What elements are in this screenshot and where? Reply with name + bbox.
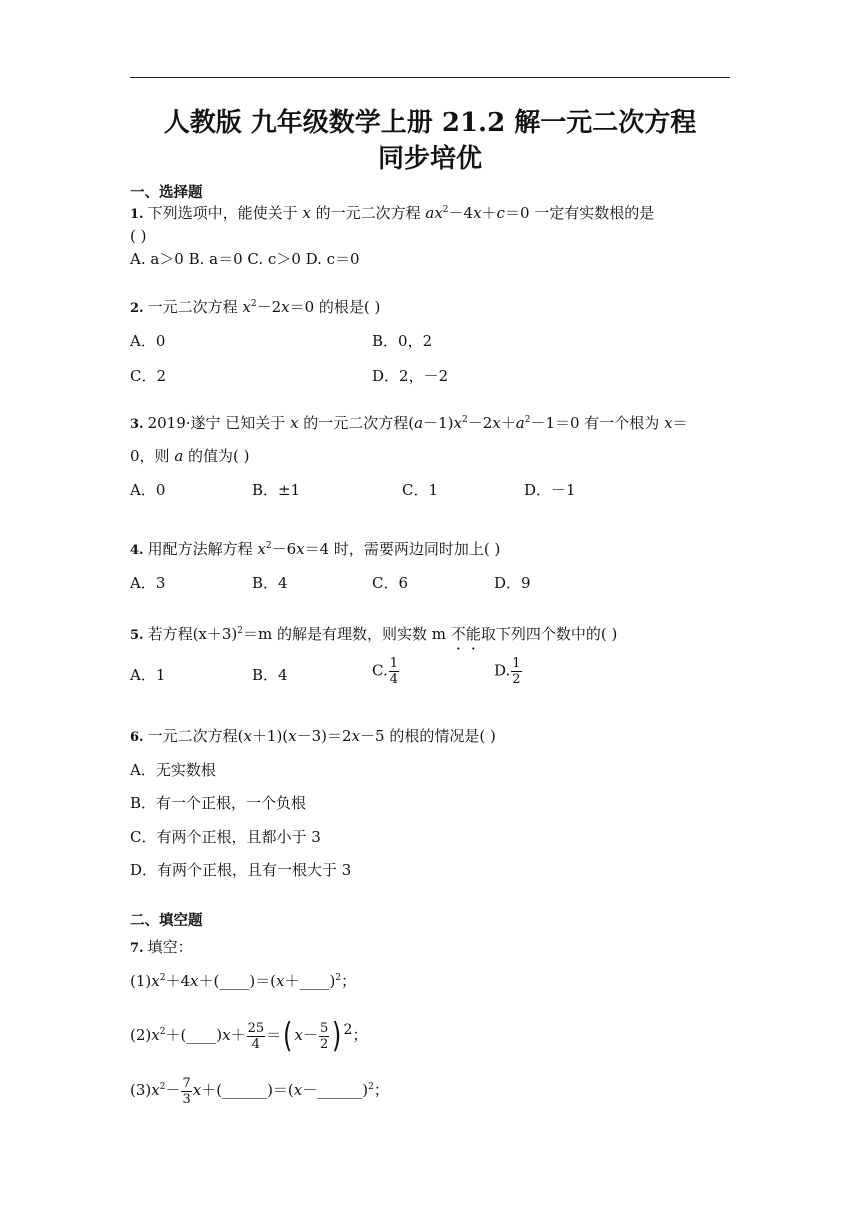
emphasis-dot-char: 不: [450, 625, 466, 643]
q4-option-a: A．3: [130, 574, 166, 592]
q3-option-d: D．－1: [524, 481, 576, 499]
title-line-2: 同步培优: [377, 144, 482, 174]
q5-stem: 5. 若方程$(x+3)^2=m$ 的解是有理数，则实数 m 不能取下列四个数中的( ): [130, 625, 618, 643]
q7-part-1: $(1)x^2+4x+(\_\_\_\_)=(x+\_\_\_\_)^2$；: [130, 972, 357, 990]
q1-stem: 1. 下列选项中，能使关于 x 的一元二次方程 $ax^2-4x+c=0$ 一定有实数根的是: [130, 204, 655, 222]
q7-stem: 7. 填空：: [130, 938, 193, 956]
q5-option-d: D. $\frac{1}{2}$: [494, 656, 521, 687]
q3-option-a: A．0: [130, 481, 166, 499]
q3-number: 3.: [130, 417, 144, 432]
fraction: $\frac{7}{3}$: [182, 1075, 191, 1107]
q3-stem-line-2: 0，则 a 的值为( ): [130, 447, 250, 465]
fraction: $\frac{5}{2}$: [319, 1020, 329, 1052]
q4-option-c: C．6: [372, 574, 409, 592]
q6-stem: 6. 一元二次方程(x＋1)(x－3)＝2x－5 的根的情况是( ): [130, 727, 496, 745]
section-fill-heading: 二、填空题: [130, 913, 203, 929]
q3-option-b: B．±1: [252, 481, 301, 499]
q2-option-a: A．0: [130, 332, 166, 350]
q6-number: 6.: [130, 730, 144, 745]
q7-number: 7.: [130, 941, 144, 956]
q6-option-a: A．无实数根: [130, 761, 216, 779]
q2-stem: 2. 一元二次方程 $x^2-2x=0$ 的根是( ): [130, 298, 381, 316]
q7-part-3: $(3)x^2-$ $\frac{7}{3}$ x＋(______)＝(x－______)$^2$；: [130, 1075, 389, 1107]
q1-options: A. a＞0 B. a＝0 C. c＞0 D. c＝0: [130, 250, 360, 268]
q2-option-b: B．0，2: [372, 332, 433, 350]
q5-number: 5.: [130, 628, 144, 643]
left-bracket: (: [283, 1016, 293, 1056]
title-line-1: 人教版 九年级数学上册 21.2 解一元二次方程: [163, 108, 697, 138]
q6-option-d: D．有两个正根，且有一根大于 3: [130, 861, 352, 879]
emphasis-dot-char: 能: [465, 625, 481, 643]
q1-number: 1.: [130, 207, 144, 222]
section-choice-heading: 一、选择题: [130, 185, 203, 201]
q3-option-c: C．1: [402, 481, 439, 499]
q2-option-d: D．2，－2: [372, 367, 449, 385]
right-bracket: ): [332, 1016, 342, 1056]
q4-option-b: B．4: [252, 574, 288, 592]
header-rule: [130, 77, 730, 78]
q6-option-b: B．有一个正根，一个负根: [130, 794, 307, 812]
q5-option-b: B．4: [252, 666, 288, 684]
fraction: $\frac{1}{4}$: [389, 656, 398, 687]
q6-option-c: C．有两个正根，且都小于 3: [130, 828, 321, 846]
fraction: $\frac{25}{4}$: [247, 1020, 265, 1052]
q7-part-2: $(2)x^2+(\_\_\_\_)x+$ $\frac{25}{4}$ ＝( x－ $\frac{5}{2}$ ) 2；: [130, 1016, 368, 1056]
q3-stem-line-1: 3. 2019·遂宁 已知关于 x 的一元二次方程$(a-1)x^2-2x+a^2-1=0$ 有一个根为 x＝: [130, 414, 688, 432]
q4-option-d: D．9: [494, 574, 531, 592]
q1-answer-paren: ( ): [130, 227, 147, 245]
q2-number: 2.: [130, 301, 144, 316]
q2-option-c: C．2: [130, 367, 167, 385]
fraction: $\frac{1}{2}$: [512, 656, 521, 687]
q4-stem: 4. 用配方法解方程 $x^2-6x=4$ 时，需要两边同时加上( ): [130, 540, 501, 558]
q5-option-a: A．1: [130, 666, 166, 684]
q5-option-c: C. $\frac{1}{4}$: [372, 656, 398, 687]
q4-number: 4.: [130, 543, 144, 558]
